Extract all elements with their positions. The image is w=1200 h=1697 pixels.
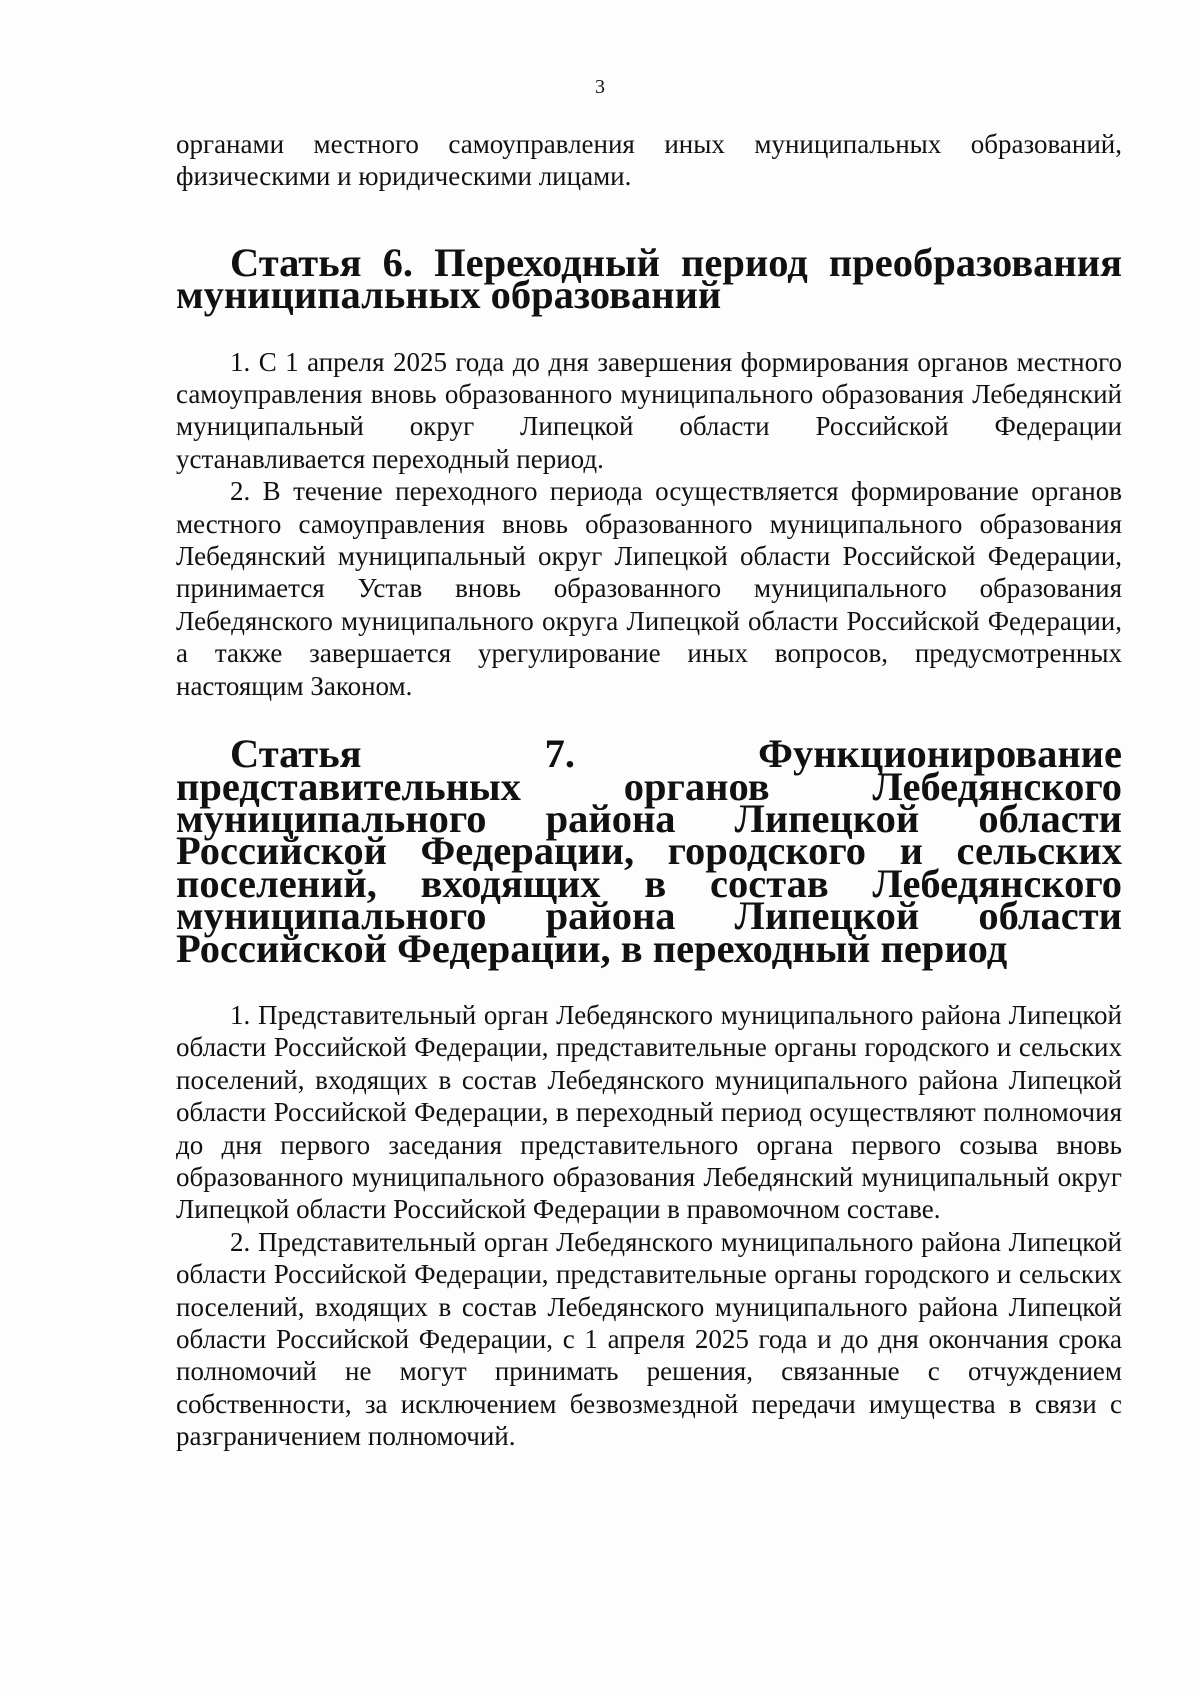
- article-7: [176, 731, 1122, 1453]
- article-6-paragraph-1: 1. С 1 апреля 2025 года до дня завершения формирования органов местного самоуправления вновь образованного муниципального образования Лебедянский муниципальный округ Липецкой области Российской Федерации устанавливается переходный период.: [176, 346, 1122, 474]
- intro-paragraph: органами местного самоуправления иных муниципальных образований, физическими и юридическими лицами.: [176, 129, 1122, 192]
- article-6: [176, 239, 1122, 702]
- spacer: [176, 193, 1122, 247]
- article-7-heading: Статья 7. Функционирование представительных органов Лебедянского муниципального района Липецкой области Российской Федерации, городского и сельских поселений, входящих в состав Лебедянского муниципального района Липецкой области Российской Федерации, в переходный период: [176, 731, 1122, 971]
- article-6-heading: Статья 6. Переходный период преобразования муниципальных образований: [176, 239, 1122, 318]
- article-7-paragraph-2: 2. Представительный орган Лебедянского муниципального района Липецкой области Российской Федерации, представительные органы городского и сельских поселений, входящих в состав Лебедянского муниципального района Липецкой области Российской Федерации, с 1 апреля 2025 года и до дня окончания срока полномочий не могут принимать решения, связанные с отчуждением собственности, за исключением безвозмездной передачи имущества в связи с разграничением полномочий.: [176, 1226, 1122, 1452]
- article-6-paragraph-2: 2. В течение переходного периода осуществляется формирование органов местного самоуправления вновь образованного муниципального образования Лебедянский муниципальный округ Липецкой области Российской Федерации, принимается Устав вновь образованного муниципального образования Лебедянского муниципального округа Липецкой области Российской Федерации, а также завершается урегулирование иных вопросов, предусмотренных настоящим Законом.: [176, 476, 1122, 701]
- article-7-paragraph-1: 1. Представительный орган Лебедянского муниципального района Липецкой области Российской Федерации, представительные органы городского и сельских поселений, входящих в состав Лебедянского муниципального района Липецкой области Российской Федерации, в переходный период осуществляют полномочия до дня первого заседания представительного органа первого созыва вновь образованного муниципального образования Лебедянский муниципальный округ Липецкой области Российской Федерации в правомочном составе.: [176, 999, 1122, 1225]
- page-number: 3: [595, 76, 605, 98]
- document-body: [176, 128, 1122, 1453]
